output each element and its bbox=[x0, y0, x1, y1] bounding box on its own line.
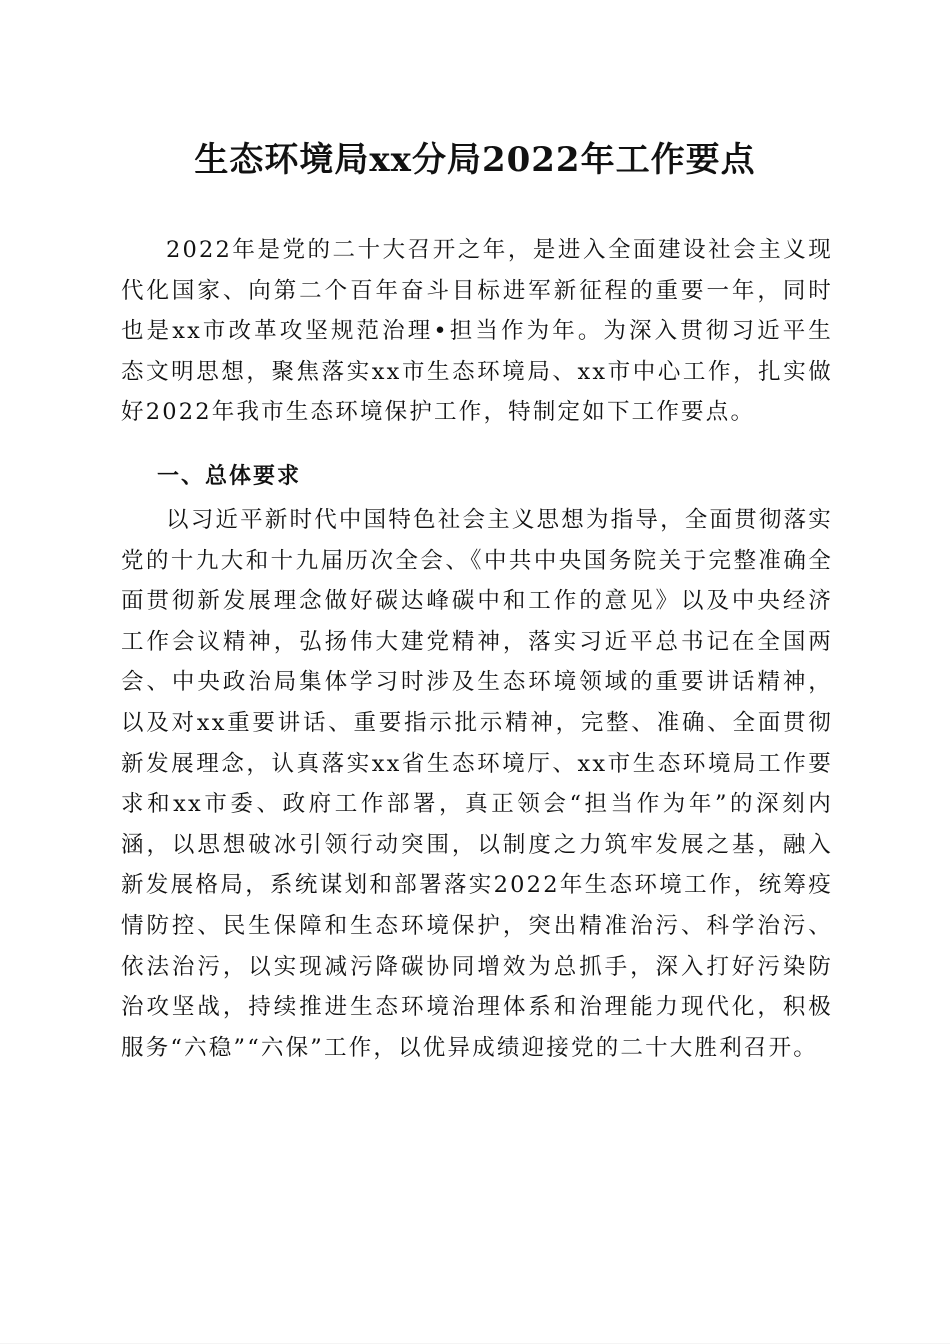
intro-paragraph: 2022年是党的二十大召开之年，是进入全面建设社会主义现代化国家、向第二个百年奋斗目标进军新征程的重要一年，同时也是xx市改革攻坚规范治理•担当作为年。为深入贯彻习近平生态文明思想，聚焦落实xx市生态环境局、xx市中心工作，扎实做好2022年我市生态环境保护工作，特制定如下工作要点。 bbox=[121, 237, 833, 426]
section-heading: 一、总体要求 bbox=[157, 464, 302, 489]
document-title: 生态环境局xx分局2022年工作要点 bbox=[194, 140, 756, 180]
section-paragraph: 以习近平新时代中国特色社会主义思想为指导，全面贯彻落实党的十九大和十九届历次全会、《中共中央国务院关于完整准确全面贯彻新发展理念做好碳达峰碳中和工作的意见》以及中央经济工作会议精神，弘扬伟大建党精神，落实习近平总书记在全国两会、中央政治局集体学习时涉及生态环境领域的重要讲话精神，以及对xx重要讲话、重要指示批示精神，完整、准确、全面贯彻新发展理念，认真落实xx省生态环境厅、xx市生态环境局工作要求和xx市委、政府工作部署，真正领会“担当作为年”的深刻内涵，以思想破冰引领行动突围，以制度之力筑牢发展之基，融入新发展格局，系统谋划和部署落实2022年生态环境工作，统筹疫情防控、民生保障和生态环境保护，突出精准治污、科学治污、依法治污，以实现减污降碳协同增效为总抓手，深入打好污染防治攻坚战，持续推进生态环境治理体系和治理能力现代化，积极服务“六稳”“六保”工作，以优异成绩迎接党的二十大胜利召开。 bbox=[121, 507, 833, 1061]
